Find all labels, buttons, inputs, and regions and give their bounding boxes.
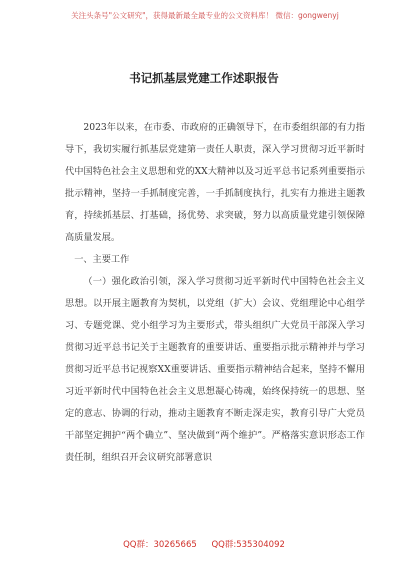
section-heading: 一、主要工作 (74, 254, 130, 265)
qq-group-1: QQ群：30265665 (123, 540, 197, 550)
section-paragraph: （一）强化政治引领，深入学习贯彻习近平新时代中国特色社会主义思想。以开展主题教育为契机，以党组（扩大）会议、党组理论中心组学习、专题党课、党小组学习为主要形式，带头组织广大党员干部深入学习贯彻习近平总书记关于主题教育的重要讲话、重要指示批示精神并与学习贯彻习近平总书记视察XX重要讲话、重要指示精神结合起来，坚持不懈用习近平新时代中国特色社会主义思想凝心铸魂，始终保持统一的思想、坚定的意志、协调的行动，推动主题教育不断走深走实，教育引导广大党员干部坚定拥护“两个确立”、坚决做到“两个维护”。严格落实意识形态工作责任制，组织召开会议研究部署意识 (65, 276, 365, 463)
footer-contacts (0, 538, 408, 550)
document-title: 书记抓基层党建工作述职报告 (129, 71, 279, 85)
promo-header: 关注头条号"公文研究"，获得最新最全最专业的公文资料库！ 微信：gongwenyj (71, 11, 339, 20)
intro-paragraph: 2023年以来，在市委、市政府的正确领导下，在市委组织部的有力指导下，我切实履行抓基层党建第一责任人职责，深入学习贯彻习近平新时代中国特色社会主义思想和党的XX大精神以及习近平总书记系列重要指示批示精神，坚持一手抓制度完善，一手抓制度执行，扎实有力推进主题教育，持续抓基层、打基础，扬优势、求突破，努力以高质量党建引领保障高质量发展。 (65, 122, 365, 243)
document-body (65, 117, 365, 469)
qq-group-2: QQ群:535304092 (211, 540, 285, 550)
